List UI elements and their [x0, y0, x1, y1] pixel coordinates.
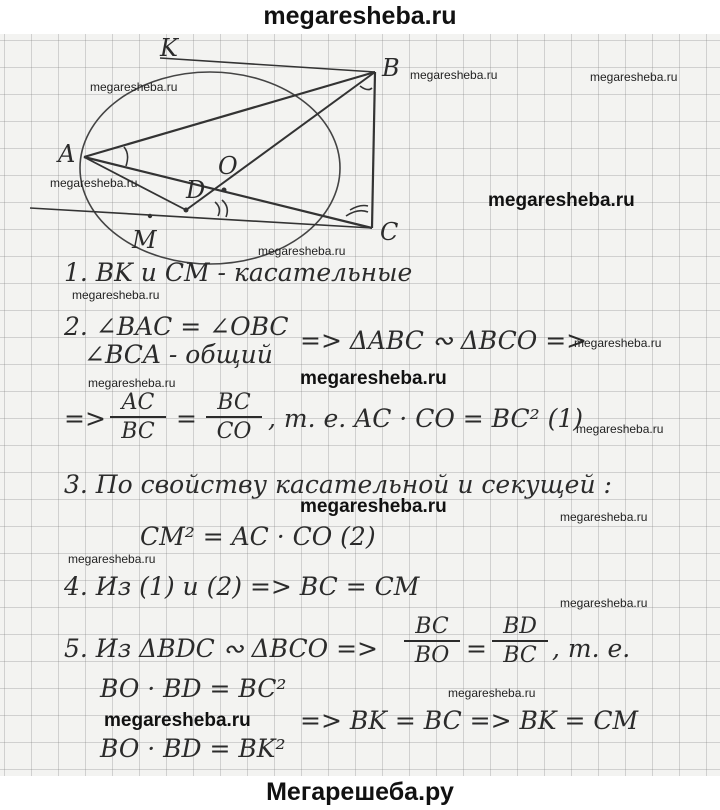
fraction-denominator: BC	[503, 643, 537, 668]
segment-bc	[372, 72, 375, 228]
fraction-bd-bc	[492, 614, 548, 668]
angle-arc-b	[360, 86, 372, 90]
fraction-numerator: AC	[121, 390, 155, 415]
label-c: C	[380, 218, 399, 246]
watermark: megaresheba.ru	[488, 190, 635, 211]
angle-arc-c2	[346, 211, 368, 216]
watermark: megaresheba.ru	[560, 596, 648, 610]
fraction-ac-bc	[110, 390, 166, 444]
angle-arc-a	[124, 147, 128, 166]
label-a: A	[58, 140, 76, 168]
equals-sign: =	[176, 404, 197, 433]
fraction-denominator: BO	[414, 643, 450, 668]
watermark: megaresheba.ru	[50, 176, 138, 190]
label-k: K	[160, 34, 178, 62]
angle-arc-c1	[350, 206, 368, 211]
watermark: megaresheba.ru	[300, 368, 447, 389]
watermark: megaresheba.ru	[410, 68, 498, 82]
point-m	[148, 214, 152, 218]
label-m: M	[132, 226, 157, 254]
watermark: megaresheba.ru	[88, 376, 176, 390]
watermark: megaresheba.ru	[576, 422, 664, 436]
fraction-bar	[206, 416, 262, 418]
label-d: D	[186, 176, 206, 204]
solution-line-5: CM² = AC · CO (2)	[140, 522, 376, 551]
solution-line-6: 4. Из (1) и (2) => BC = CM	[64, 572, 420, 601]
tangent-bk	[160, 58, 375, 72]
watermark: megaresheba.ru	[90, 80, 178, 94]
watermark: megaresheba.ru	[72, 288, 160, 302]
solution-line-2c: => ΔABC ∾ ΔBCO =>	[300, 326, 588, 355]
solution-line-3-arrow: =>	[64, 404, 106, 433]
watermark: megaresheba.ru	[104, 710, 251, 731]
fraction-bar	[110, 416, 166, 418]
solution-line-2a: 2. ∠BAC = ∠OBC	[64, 312, 289, 341]
watermark: megaresheba.ru	[68, 552, 156, 566]
watermark: megaresheba.ru	[258, 244, 346, 258]
segment-bd	[186, 72, 375, 210]
label-b: B	[382, 54, 400, 82]
watermark: megaresheba.ru	[300, 496, 447, 517]
site-footer: Мегарешеба.ру	[0, 776, 720, 810]
solution-line-8: BO · BD = BC²	[100, 674, 287, 703]
point-d	[184, 208, 189, 213]
watermark: megaresheba.ru	[560, 510, 648, 524]
fraction-bc-bo	[404, 614, 460, 668]
watermark: megaresheba.ru	[574, 336, 662, 350]
angle-arc-d2	[222, 200, 227, 217]
fraction-numerator: BC	[217, 390, 251, 415]
solution-line-4: 3. По свойству касательной и секущей :	[64, 470, 612, 499]
watermark: megaresheba.ru	[590, 70, 678, 84]
fraction-numerator: BC	[415, 614, 449, 639]
solution-line-9: => BK = BC => BK = CM	[300, 706, 639, 735]
solution-line-2b: ∠BCA - общий	[84, 340, 273, 369]
site-header: megaresheba.ru	[0, 0, 720, 34]
fraction-bar	[404, 640, 460, 642]
circle	[80, 72, 340, 264]
solution-line-10: BO · BD = BK²	[100, 734, 286, 763]
equals-sign: =	[466, 634, 487, 663]
notebook-page	[0, 34, 720, 776]
label-o: O	[218, 152, 238, 180]
point-o	[222, 188, 227, 193]
solution-line-1: 1. BK и CM - касательные	[64, 258, 413, 287]
watermark: megaresheba.ru	[448, 686, 536, 700]
solution-line-3-tail: , т. е. AC · CO = BC² (1)	[268, 404, 584, 433]
solution-line-7-tail: , т. е.	[552, 634, 631, 663]
fraction-bar	[492, 640, 548, 642]
fraction-numerator: BD	[503, 614, 537, 639]
angle-arc-d1	[215, 202, 219, 216]
fraction-bc-co	[206, 390, 262, 444]
solution-line-7-head: 5. Из ΔBDC ∾ ΔBCO =>	[64, 634, 378, 663]
fraction-denominator: CO	[216, 419, 252, 444]
fraction-denominator: BC	[121, 419, 155, 444]
